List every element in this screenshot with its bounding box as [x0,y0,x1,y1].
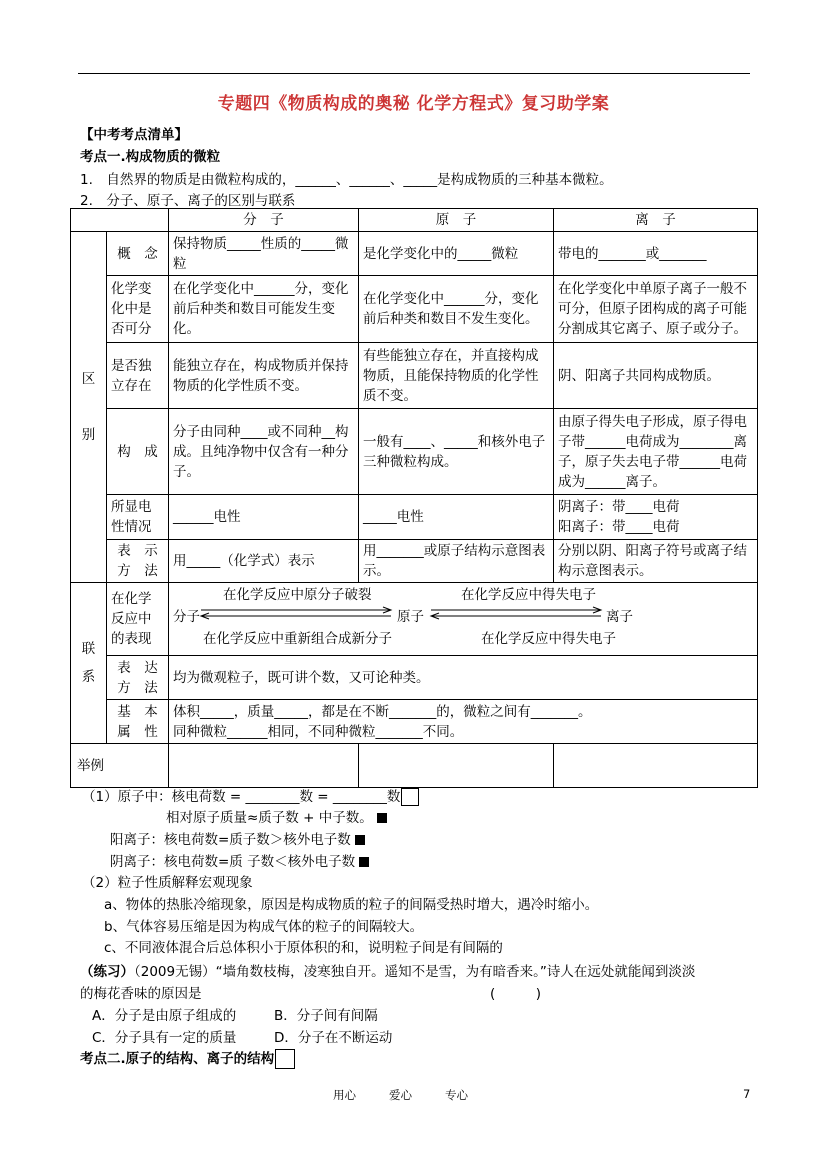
section-header: 【中考考点清单】 [80,127,188,143]
header-lizi: 离 子 [554,209,758,232]
table-cell: 带电的_______或_______ [554,232,758,276]
row-label: 化学变化中是否可分 [107,276,169,343]
table-cell: 阴、阳离子共同构成物质。 [554,343,758,409]
option-b: B．分子间有间隔 [274,1008,378,1024]
table-cell: 有些能独立存在，并直接构成物质，且能保持物质的化学性质不变。 [359,343,554,409]
answer-box [275,1049,295,1069]
page-number: 7 [743,1087,751,1101]
note-2-heading: （2）粒子性质解释宏观现象 [82,875,253,891]
note-1-line4: 阴离子：核电荷数=质 子数＜核外电子数 [110,850,369,870]
table-row [71,540,758,583]
table-cell: 用_______或原子结构示意图表示。 [359,540,554,583]
table-cell: _____电性 [359,495,554,540]
relation-label: 在化学反应中重新组合成新分子 [203,631,392,647]
table-cell: 能独立存在，构成物质并保持物质的化学性质不变。 [169,343,359,409]
header-fenzi: 分 子 [169,209,359,232]
table-row [71,700,758,744]
point1-item2: 2. 分子、原子、离子的区别与联系 [80,193,296,209]
relation-diagram [169,583,758,656]
table-row [71,656,758,700]
relation-label: 在化学反应中得失电子 [481,631,616,647]
example-cell-fenzi [169,744,359,788]
example-cell-lizi [554,744,758,788]
table-cell: 分别以阴、阳离子符号或离子结构示意图表示。 [554,540,758,583]
relation-label: 在化学反应中原分子破裂 [223,587,372,603]
note-1-line2: 相对原子质量≈质子数 + 中子数。 [166,806,387,826]
table-header-row [71,209,758,232]
table-row [71,343,758,409]
table-row [71,409,758,495]
row-label-example: 举例 [71,744,169,788]
table-cell: 在化学变化中______分，变化前后种类和数目不发生变化。 [359,276,554,343]
table-cell: 阴离子：带____电荷 阳离子：带____电荷 [554,495,758,540]
footer-motto-1: 用心 [333,1088,356,1102]
row-label: 构 成 [107,409,169,495]
point1-item1: 1. 自然界的物质是由微粒构成的，______、______、_____是构成物质的三种基本微粒。 [80,172,613,188]
table-cell: ______电性 [169,495,359,540]
exercise-line1: （练习）（2009无锡）“墙角数枝梅，凌寒独自开。遥知不是雪，为有暗香来。”诗人在远处就能闻到淡淡 [80,964,696,980]
table-cell: 保持物质_____性质的_____微粒 [169,232,359,276]
row-label: 在化学反应中的表现 [107,583,169,656]
group-label-qubie: 区 别 [71,232,107,583]
relation-label: 在化学反应中得失电子 [461,587,596,603]
footer-motto-3: 专心 [445,1088,468,1102]
option-d: D．分子在不断运动 [274,1030,393,1046]
table-row [71,232,758,276]
table-row [71,744,758,788]
header-yuanzi: 原 子 [359,209,554,232]
comparison-table [70,208,758,788]
square-marker-icon [377,813,387,823]
table-cell: 分子由同种____或不同种__构成。且纯净物中仅含有一种分子。 [169,409,359,495]
square-marker-icon [359,857,369,867]
table-row [71,495,758,540]
relation-node-yuanzi: 原子 [397,609,424,625]
option-a: A．分子是由原子组成的 [92,1008,237,1024]
table-cell: 一般有____、_____和核外电子三种微粒构成。 [359,409,554,495]
note-1-line3: 阳离子：核电荷数=质子数＞核外电子数 [110,828,365,848]
row-label: 基 本属 性 [107,700,169,744]
example-cell-yuanzi [359,744,554,788]
note-2a: a、物体的热胀冷缩现象，原因是构成物质的粒子的间隔受热时增大，遇冷时缩小。 [104,897,599,913]
table-cell: 均为微观粒子，既可讲个数，又可论种类。 [169,656,758,700]
option-c: C．分子具有一定的质量 [92,1030,237,1046]
footer-motto-2: 爱心 [389,1088,412,1102]
row-label: 表 示方 法 [107,540,169,583]
table-cell: 是化学变化中的_____微粒 [359,232,554,276]
exercise-line2: 的梅花香味的原因是 [80,986,202,1002]
answer-box [401,788,419,806]
row-label: 概 念 [107,232,169,276]
note-1-line1: （1）原子中：核电荷数 = ________数 = ________数 [82,785,419,806]
table-cell: 在化学变化中单原子离子一般不可分，但原子团构成的离子可能分割成其它离子、原子或分子。 [554,276,758,343]
note-2b: b、气体容易压缩是因为构成气体的粒子的间隔较大。 [104,919,424,935]
table-row [71,276,758,343]
table-cell: 在化学变化中______分，变化前后种类和数目可能发生变化。 [169,276,359,343]
exercise-answer-paren: ( ) [490,986,542,1002]
group-label-lianxi: 联 系 [71,583,107,744]
table-cell: 用_____（化学式）表示 [169,540,359,583]
square-marker-icon [355,835,365,845]
row-label: 是否独立存在 [107,343,169,409]
table-cell: 体积_____，质量_____，都是在不断_______的，微粒之间有_______。 同种微粒______相同，不同种微粒_______不同。 [169,700,758,744]
table-row [71,583,758,656]
row-label: 表 达方 法 [107,656,169,700]
point1-heading: 考点一.构成物质的微粒 [80,149,221,165]
row-label: 所显电性情况 [107,495,169,540]
relation-node-fenzi: 分子 [173,609,200,625]
note-2c: c、不同液体混合后总体积小于原体积的和，说明粒子间是有间隔的 [104,940,503,956]
point2-heading: 考点二.原子的结构、离子的结构 [80,1047,295,1069]
relation-node-lizi: 离子 [606,609,633,625]
table-cell: 由原子得失电子形成，原子得电子带______电荷成为________离子，原子失去电子带______电荷成为______离子。 [554,409,758,495]
page-title: 专题四《物质构成的奥秘 化学方程式》复习助学案 [217,94,610,114]
header-rule [78,73,750,74]
